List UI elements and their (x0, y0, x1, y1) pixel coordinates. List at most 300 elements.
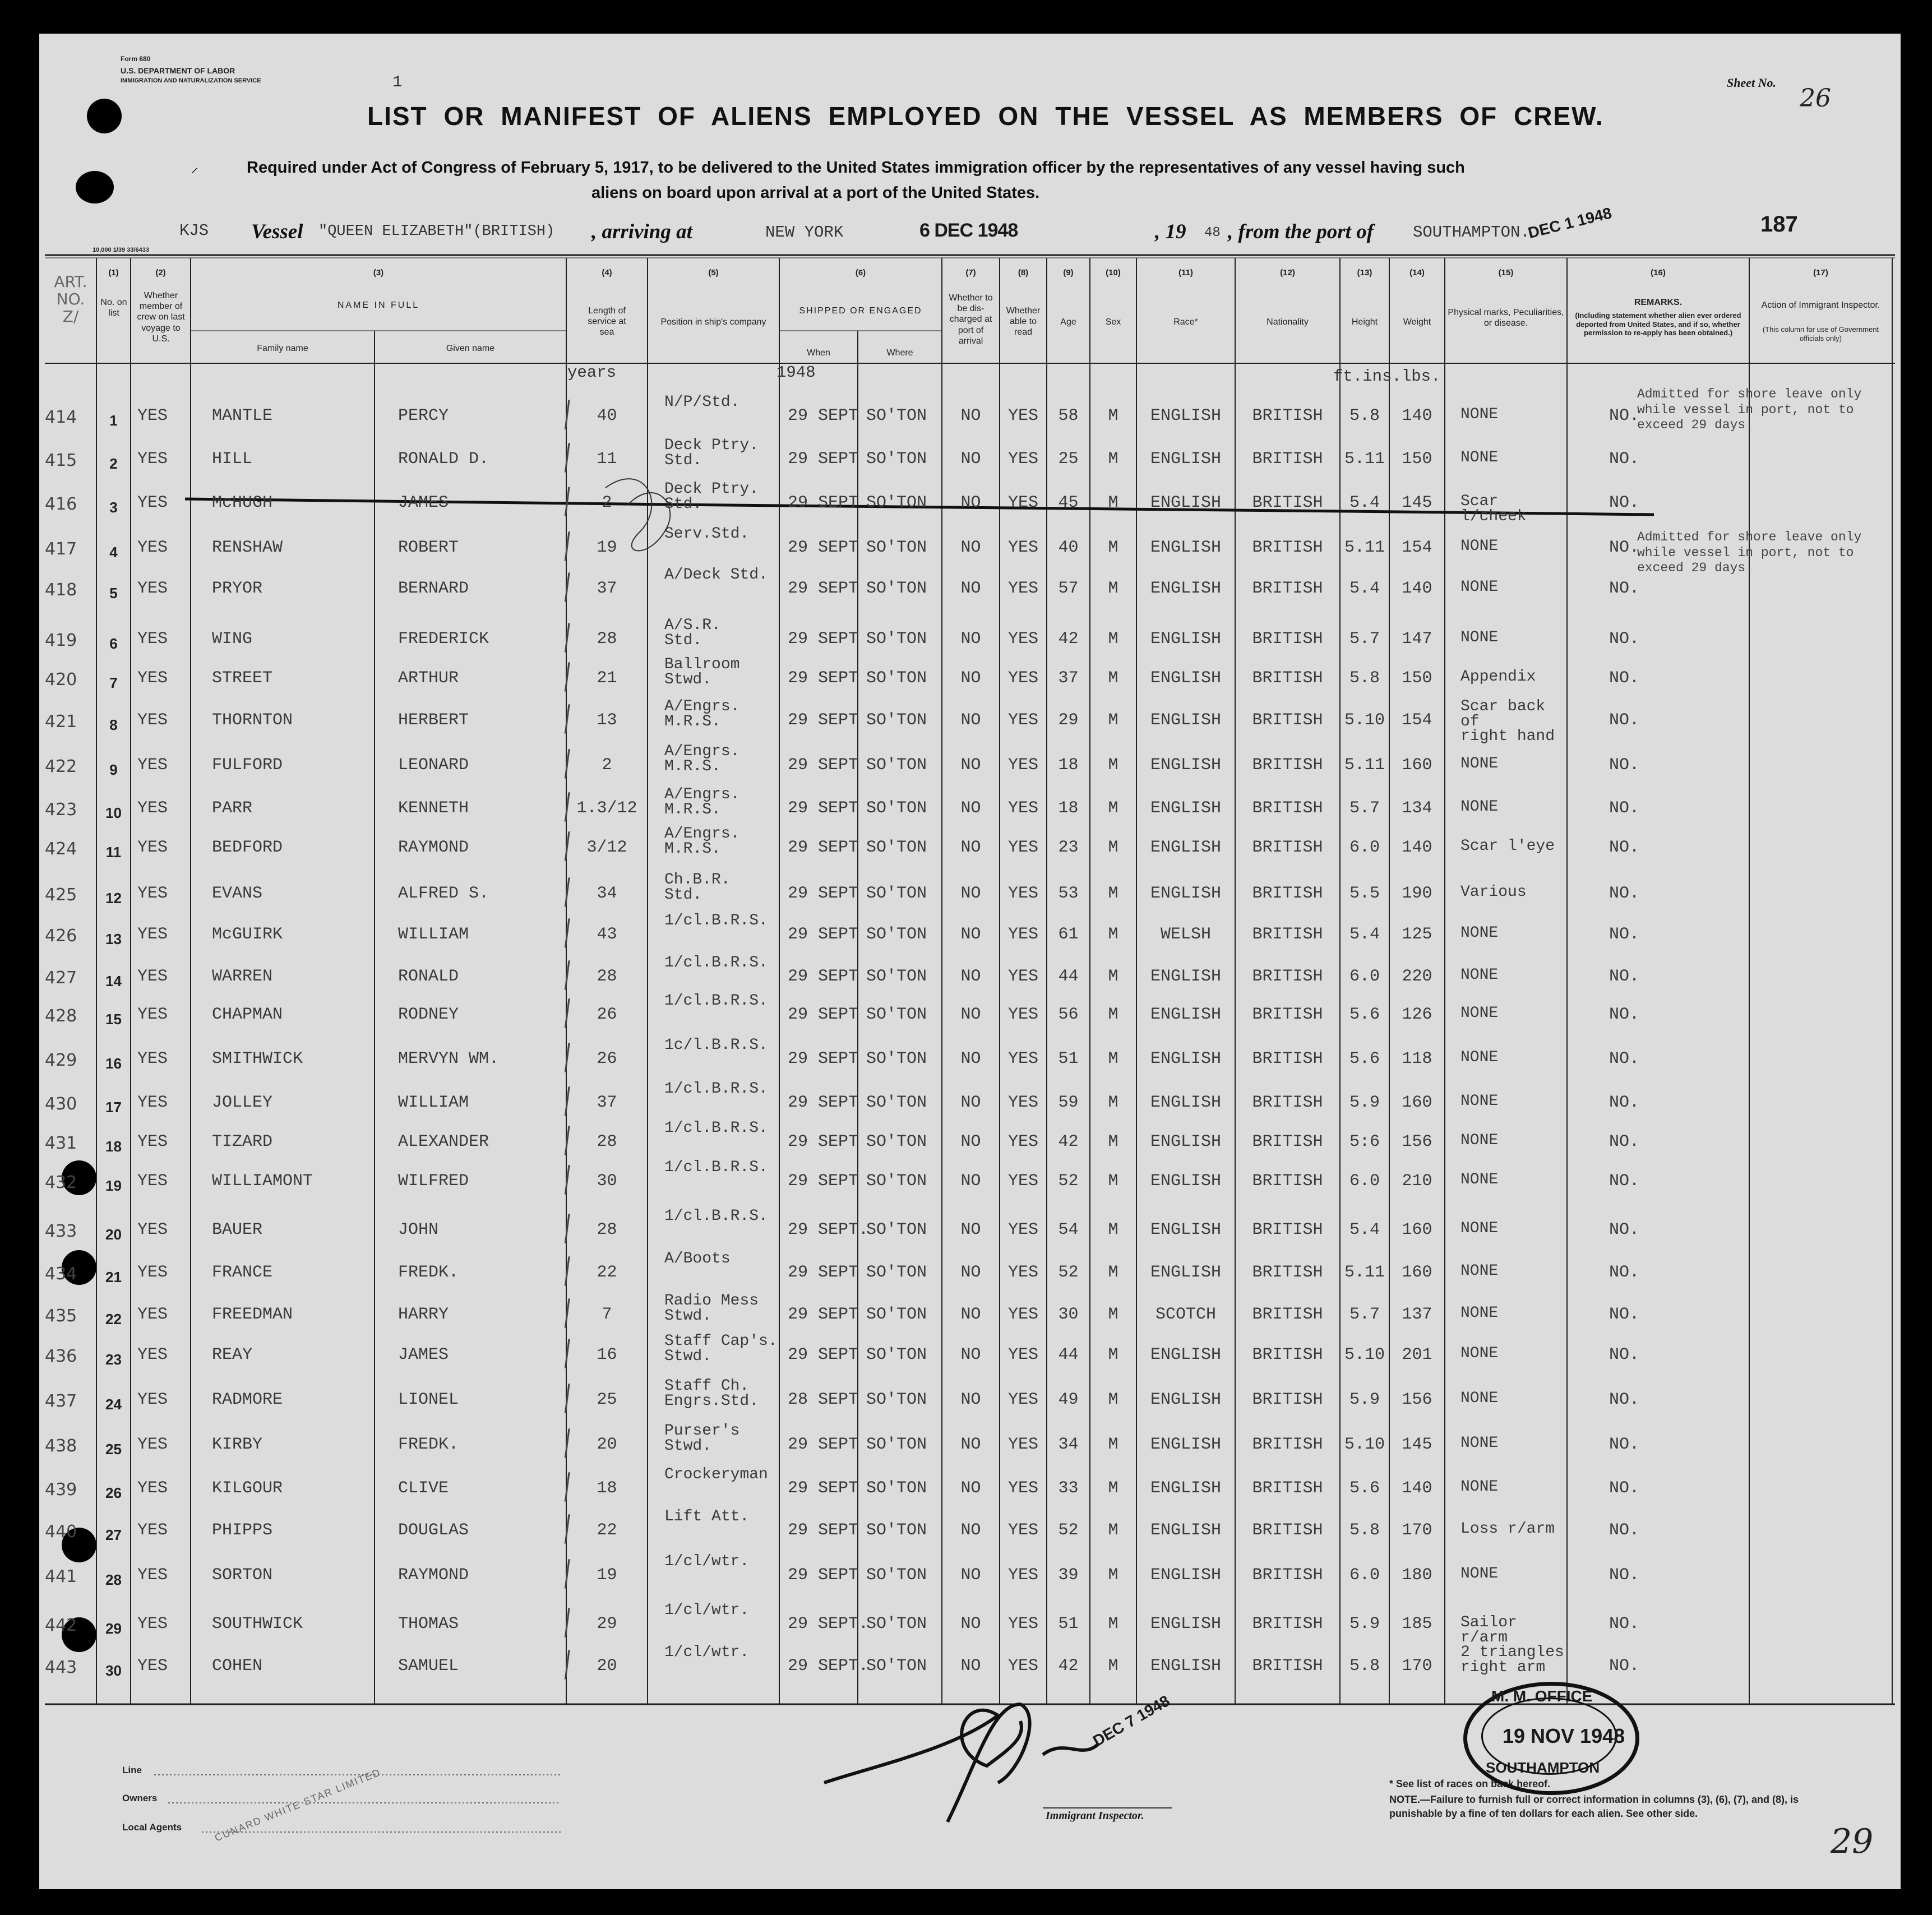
age: 25 (1058, 450, 1079, 469)
sex: M (1108, 1479, 1118, 1498)
physical-marks: Loss r/arm (1460, 1520, 1555, 1538)
shipped-when: 29 SEPT (788, 756, 859, 775)
nationality: BRITISH (1252, 799, 1323, 818)
art-number: 430 (45, 1094, 77, 1114)
race: ENGLISH (1150, 669, 1222, 688)
family-name: THORNTON (212, 711, 293, 730)
header-sex: Sex (1105, 317, 1121, 327)
age: 34 (1058, 1435, 1079, 1454)
weight: 137 (1402, 1305, 1432, 1324)
row-number: 7 (109, 674, 118, 691)
shipped-where: SO'TON (866, 1479, 927, 1498)
header-where: Where (886, 348, 913, 358)
to-be-discharged: NO (960, 1263, 981, 1282)
col-num-16: (16) (1651, 268, 1666, 277)
shipped-when: 29 SEPT (788, 1566, 859, 1585)
art-number: 432 (45, 1173, 77, 1192)
to-be-discharged: NO (960, 493, 981, 512)
shipped-where: SO'TON (866, 1093, 927, 1112)
age: 53 (1058, 884, 1079, 903)
to-be-discharged: NO (960, 967, 981, 986)
header-no-on-list: No. on list (100, 298, 127, 318)
check-mark-icon: ╱ (556, 919, 579, 948)
shipped-when: 29 SEPT (788, 799, 859, 818)
able-to-read: YES (1007, 538, 1038, 557)
shipped-where: SO'TON (866, 967, 927, 986)
row-number: 23 (105, 1351, 122, 1368)
race: ENGLISH (1150, 1435, 1222, 1454)
col-num-8: (8) (1018, 268, 1029, 277)
check-mark-icon: ╱ (556, 400, 579, 429)
weight: 125 (1402, 925, 1432, 944)
able-to-read: YES (1007, 669, 1038, 688)
weight: 190 (1402, 884, 1432, 903)
remarks: NO. (1609, 579, 1640, 598)
height: 5.4 (1349, 925, 1380, 944)
physical-marks: NONE (1460, 924, 1499, 942)
sex: M (1108, 1220, 1118, 1239)
able-to-read: YES (1007, 1263, 1038, 1282)
race: ENGLISH (1150, 967, 1222, 986)
sex: M (1108, 1435, 1118, 1454)
race: ENGLISH (1150, 1132, 1222, 1151)
shipped-when: 29 SEPT (788, 1435, 859, 1454)
shipped-where: SO'TON (866, 1615, 927, 1634)
remarks: NO. (1609, 967, 1640, 986)
check-mark-icon: ╱ (556, 487, 579, 516)
able-to-read: YES (1007, 1390, 1038, 1409)
remarks: NO. (1609, 630, 1640, 649)
art-number: 436 (45, 1347, 77, 1366)
check-mark-icon: ╱ (556, 1043, 579, 1072)
col-num-10: (10) (1106, 268, 1121, 277)
nationality: BRITISH (1252, 538, 1323, 557)
physical-marks: NONE (1460, 629, 1499, 646)
able-to-read: YES (1007, 1220, 1038, 1239)
to-be-discharged: NO (960, 1172, 981, 1191)
nationality: BRITISH (1252, 1172, 1323, 1191)
position: A/Boots (664, 1250, 731, 1268)
position: A/Engrs. M.R.S. (664, 698, 740, 730)
col-num-2: (2) (155, 268, 166, 277)
row-number: 30 (105, 1662, 122, 1679)
given-name: JOHN (398, 1220, 439, 1239)
physical-marks: NONE (1460, 1478, 1499, 1496)
sex: M (1108, 1345, 1118, 1364)
height: 5:6 (1349, 1132, 1380, 1151)
remarks: NO. (1609, 711, 1640, 730)
able-to-read: YES (1007, 884, 1038, 903)
remarks: NO. (1609, 1345, 1640, 1364)
art-number: 425 (45, 885, 77, 905)
crew-last-voyage: YES (137, 1521, 168, 1540)
race: ENGLISH (1150, 630, 1222, 649)
remarks: NO. (1609, 1172, 1640, 1191)
check-mark-icon: ╱ (556, 573, 579, 602)
family-name: McGUIRK (212, 925, 283, 944)
to-be-discharged: NO (960, 799, 981, 818)
check-mark-icon: ╱ (556, 1299, 579, 1328)
shipped-when: 29 SEPT. (788, 1615, 869, 1634)
height: 5.9 (1349, 1390, 1380, 1409)
given-name: THOMAS (398, 1615, 459, 1634)
header-action: Action of Immigrant Inspector. (1761, 300, 1880, 310)
shipped-where: SO'TON (866, 669, 927, 688)
shipped-when: 29 SEPT (788, 925, 859, 944)
race: WELSH (1160, 925, 1211, 944)
height: 5.8 (1349, 1521, 1380, 1540)
race: ENGLISH (1150, 538, 1222, 557)
position: Radio Mess Stwd. (664, 1292, 759, 1325)
position: 1/cl.B.R.S. (664, 992, 768, 1010)
age: 52 (1058, 1521, 1079, 1540)
race: ENGLISH (1150, 799, 1222, 818)
position: Deck Ptry. Std. (664, 437, 759, 469)
age: 18 (1058, 799, 1079, 818)
weight: 150 (1402, 669, 1432, 688)
position: N/P/Std. (664, 394, 740, 411)
length-of-service: 1.3/12 (576, 799, 637, 818)
row-number: 5 (109, 585, 118, 602)
art-number: 433 (45, 1222, 77, 1241)
crew-last-voyage: YES (137, 711, 168, 730)
col-num-5: (5) (708, 268, 719, 277)
art-number: 420 (45, 670, 77, 690)
able-to-read: YES (1007, 799, 1038, 818)
crew-last-voyage: YES (137, 1132, 168, 1151)
height: 5.6 (1349, 1005, 1380, 1024)
art-number: 439 (45, 1480, 77, 1500)
race: ENGLISH (1150, 1479, 1222, 1498)
crew-last-voyage: YES (137, 669, 168, 688)
shipped-where: SO'TON (866, 1345, 927, 1364)
remarks: NO. (1609, 884, 1640, 903)
family-name: FREEDMAN (212, 1305, 293, 1324)
nationality: BRITISH (1252, 1005, 1323, 1024)
physical-marks: Scar l/cheek (1460, 493, 1527, 525)
shipped-where: SO'TON (866, 1435, 927, 1454)
art-number: 442 (45, 1616, 77, 1635)
header-remarks-note: (Including statement whether alien ever ordered deported from United States, and if so, whether permission to re-apply has been obtained.) (1575, 311, 1741, 337)
family-name: SOUTHWICK (212, 1615, 303, 1634)
height: 6.0 (1349, 967, 1380, 986)
requirement-line-1: Required under Act of Congress of February 5, 1917, to be delivered to the United States immigration officer by the representatives of any vessel having such (247, 159, 1465, 177)
given-name: WILLIAM (398, 925, 469, 944)
check-mark-icon: ╱ (556, 443, 579, 473)
shipped-when: 29 SEPT (788, 1132, 859, 1151)
check-mark-icon: ╱ (556, 1214, 579, 1243)
races-note: * See list of races on back hereof. (1389, 1778, 1551, 1789)
family-name: BAUER (212, 1220, 263, 1239)
sex: M (1108, 884, 1118, 903)
family-name: SMITHWICK (212, 1049, 303, 1068)
remarks: NO. (1609, 1615, 1640, 1634)
shipped-where: SO'TON (866, 1005, 927, 1024)
physical-marks: Sailor r/arm (1460, 1614, 1517, 1646)
length-of-service: 37 (597, 1093, 617, 1112)
sex: M (1108, 925, 1118, 944)
stamp-bottom-text: SOUTHAMPTON (1486, 1759, 1600, 1776)
row-number: 11 (105, 844, 122, 861)
race: ENGLISH (1150, 1615, 1222, 1634)
length-of-service: 37 (597, 579, 617, 598)
crew-last-voyage: YES (137, 756, 168, 775)
col-num-11: (11) (1178, 268, 1193, 277)
weight: 140 (1402, 838, 1432, 857)
physical-marks: NONE (1460, 1262, 1499, 1280)
length-of-service: 40 (597, 406, 617, 425)
position: 1/cl.B.R.S. (664, 1159, 768, 1176)
given-name: WILLIAM (398, 1093, 469, 1112)
height: 5.9 (1349, 1093, 1380, 1112)
shipped-when: 29 SEPT (788, 1521, 859, 1540)
age: 51 (1058, 1615, 1079, 1634)
shipped-where: SO'TON (866, 538, 927, 557)
family-name: CHAPMAN (212, 1005, 283, 1024)
check-mark-icon: ╱ (556, 1560, 579, 1589)
check-mark-icon: ╱ (556, 750, 579, 779)
header-position: Position in ship's company (660, 317, 766, 327)
height: 5.6 (1349, 1049, 1380, 1068)
nationality: BRITISH (1252, 630, 1323, 649)
height: 6.0 (1349, 838, 1380, 857)
height: 5.8 (1349, 669, 1380, 688)
remarks: NO. (1609, 1566, 1640, 1585)
length-of-service: 26 (597, 1049, 617, 1068)
position: 1/cl/wtr. (664, 1644, 750, 1661)
able-to-read: YES (1007, 1005, 1038, 1024)
race: ENGLISH (1150, 1049, 1222, 1068)
check-mark-icon: ╱ (556, 878, 579, 907)
nationality: BRITISH (1252, 406, 1323, 425)
able-to-read: YES (1007, 450, 1038, 469)
header-able-to-read: Whether able to read (1006, 306, 1041, 337)
to-be-discharged: NO (960, 1657, 981, 1676)
shipped-where: SO'TON (866, 1220, 927, 1239)
shipped-where: SO'TON (866, 756, 927, 775)
able-to-read: YES (1007, 1172, 1038, 1191)
remarks: NO. (1609, 1093, 1640, 1112)
length-of-service: 20 (597, 1435, 617, 1454)
weight: 140 (1402, 1479, 1432, 1498)
weight: 210 (1402, 1172, 1432, 1191)
race: ENGLISH (1150, 884, 1222, 903)
physical-marks: NONE (1460, 449, 1499, 466)
age: 42 (1058, 1132, 1079, 1151)
art-number: 424 (45, 839, 77, 859)
nationality: BRITISH (1252, 1479, 1323, 1498)
physical-marks: NONE (1460, 755, 1499, 773)
able-to-read: YES (1007, 1049, 1038, 1068)
crew-last-voyage: YES (137, 1479, 168, 1498)
to-be-discharged: NO (960, 1521, 981, 1540)
remarks: NO. (1609, 1657, 1640, 1676)
remarks: NO. (1609, 925, 1640, 944)
physical-marks: NONE (1460, 579, 1499, 596)
vessel-name: "QUEEN ELIZABETH"(BRITISH) (318, 223, 555, 240)
family-name: KILGOUR (212, 1479, 283, 1498)
sex: M (1108, 1305, 1118, 1324)
header-name-in-full: NAME IN FULL (337, 300, 420, 310)
row-number: 19 (105, 1177, 122, 1194)
check-mark-icon: ╱ (556, 832, 579, 861)
shipped-where: SO'TON (866, 1172, 927, 1191)
check-mark-icon: ╱ (556, 663, 579, 692)
remarks: NO. (1609, 669, 1640, 688)
length-of-service: 28 (597, 1132, 617, 1151)
position: A/Deck Std. (664, 566, 768, 584)
to-be-discharged: NO (960, 1566, 981, 1585)
weight: 156 (1402, 1390, 1432, 1409)
shipped-where: SO'TON (866, 630, 927, 649)
physical-marks: Scar back of right hand (1460, 698, 1555, 746)
shipped-where: SO'TON (866, 450, 927, 469)
nationality: BRITISH (1252, 1093, 1323, 1112)
able-to-read: YES (1007, 1521, 1038, 1540)
check-mark-icon: ╱ (556, 1650, 579, 1680)
age: 44 (1058, 1345, 1079, 1364)
stamp-date: 19 NOV 1948 (1503, 1724, 1625, 1747)
weight: 118 (1402, 1049, 1432, 1068)
arriving-label: , arriving at (591, 220, 692, 243)
shipped-when: 29 SEPT (788, 1049, 859, 1068)
crew-last-voyage: YES (137, 925, 168, 944)
physical-marks: NONE (1460, 1220, 1499, 1237)
weight: 140 (1402, 579, 1432, 598)
given-name: HARRY (398, 1305, 449, 1324)
department-name: U.S. DEPARTMENT OF LABOR (121, 66, 235, 75)
row-number: 17 (105, 1099, 122, 1116)
weight: 147 (1402, 630, 1432, 649)
height: 5.11 (1344, 450, 1385, 469)
vessel-label: Vessel (251, 220, 303, 243)
check-mark-icon: ╱ (556, 793, 579, 822)
race: ENGLISH (1150, 1220, 1222, 1239)
check-mark-icon: ╱ (556, 1608, 579, 1638)
to-be-discharged: NO (960, 450, 981, 469)
shipped-where: SO'TON (866, 1566, 927, 1585)
crew-last-voyage: YES (137, 579, 168, 598)
weight: 201 (1402, 1345, 1432, 1364)
age: 52 (1058, 1172, 1079, 1191)
race: ENGLISH (1150, 1521, 1222, 1540)
crew-last-voyage: YES (137, 450, 168, 469)
given-name: CLIVE (398, 1479, 449, 1498)
given-name: MERVYN WM. (398, 1049, 500, 1068)
check-mark-icon: ╱ (556, 1429, 579, 1458)
header-age: Age (1060, 317, 1076, 327)
col-num-9: (9) (1063, 268, 1074, 277)
given-name: FREDERICK (398, 630, 489, 649)
crew-last-voyage: YES (137, 1657, 168, 1676)
length-of-service: 30 (597, 1172, 617, 1191)
header-length-service: Length of service at sea (588, 306, 626, 337)
to-be-discharged: NO (960, 1390, 981, 1409)
col-num-12: (12) (1280, 268, 1295, 277)
sex: M (1108, 669, 1118, 688)
position: Lift Att. (664, 1508, 750, 1525)
weight: 134 (1402, 799, 1432, 818)
height: 5.7 (1349, 1305, 1380, 1324)
shipped-where: SO'TON (866, 1657, 927, 1676)
age: 44 (1058, 967, 1079, 986)
shipped-when: 29 SEPT (788, 493, 859, 512)
shipped-where: SO'TON (866, 1263, 927, 1282)
height: 5.4 (1349, 1220, 1380, 1239)
given-name: FREDK. (398, 1263, 459, 1282)
crew-last-voyage: YES (137, 1435, 168, 1454)
length-of-service: 22 (597, 1521, 617, 1540)
height: 5.9 (1349, 1615, 1380, 1634)
page-title: LIST OR MANIFEST OF ALIENS EMPLOYED ON THE VESSEL AS MEMBERS OF CREW. (367, 101, 1604, 131)
nationality: BRITISH (1252, 1657, 1323, 1676)
shipped-where: SO'TON (866, 579, 927, 598)
length-of-service: 29 (597, 1615, 617, 1634)
family-name: HILL (212, 450, 253, 469)
to-be-discharged: NO (960, 838, 981, 857)
race: ENGLISH (1150, 838, 1222, 857)
physical-marks: NONE (1460, 1345, 1499, 1362)
check-mark-icon: ╱ (556, 961, 579, 990)
check-mark-icon: ╱ (556, 1126, 579, 1155)
position: Purser's Stwd. (664, 1422, 740, 1455)
to-be-discharged: NO (960, 1049, 981, 1068)
weight: 170 (1402, 1657, 1432, 1676)
remarks: NO. (1609, 1220, 1640, 1239)
remarks: NO. (1609, 838, 1640, 857)
physical-marks: NONE (1460, 1565, 1499, 1583)
remarks: NO. (1609, 450, 1640, 469)
crew-last-voyage: YES (137, 884, 168, 903)
able-to-read: YES (1007, 925, 1038, 944)
shipped-when: 29 SEPT (788, 538, 859, 557)
row-number: 18 (105, 1138, 122, 1155)
physical-marks: NONE (1460, 798, 1499, 816)
col-num-7: (7) (965, 268, 976, 277)
shipped-where: SO'TON (866, 1305, 927, 1324)
race: ENGLISH (1150, 579, 1222, 598)
height: 5.11 (1344, 756, 1385, 775)
shipped-where: SO'TON (866, 799, 927, 818)
age: 54 (1058, 1220, 1079, 1239)
shipped-when: 29 SEPT (788, 450, 859, 469)
crew-last-voyage: YES (137, 1093, 168, 1112)
shipped-where: SO'TON (866, 1132, 927, 1151)
race: ENGLISH (1150, 1390, 1222, 1409)
age: 33 (1058, 1479, 1079, 1498)
sex: M (1108, 406, 1118, 425)
position: A/Engrs. M.R.S. (664, 743, 740, 775)
height: 5.11 (1344, 538, 1385, 557)
page-mark: 1 (392, 73, 403, 91)
row-number: 26 (105, 1484, 122, 1501)
crew-last-voyage: YES (137, 1615, 168, 1634)
weight: 145 (1402, 1435, 1432, 1454)
position: Staff Ch. Engrs.Std. (664, 1377, 759, 1410)
nationality: BRITISH (1252, 669, 1323, 688)
able-to-read: YES (1007, 1566, 1038, 1585)
length-of-service: 19 (597, 538, 617, 557)
given-name: RAYMOND (398, 1566, 469, 1585)
position: A/S.R. Std. (664, 617, 721, 649)
art-number: 431 (45, 1134, 77, 1153)
given-name: FREDK. (398, 1435, 459, 1454)
race: ENGLISH (1150, 1172, 1222, 1191)
to-be-discharged: NO (960, 669, 981, 688)
check-mark-icon: ╱ (556, 1165, 579, 1195)
units-label: ft.ins.lbs. (1333, 367, 1441, 386)
check-mark-icon: ╱ (556, 1257, 579, 1286)
